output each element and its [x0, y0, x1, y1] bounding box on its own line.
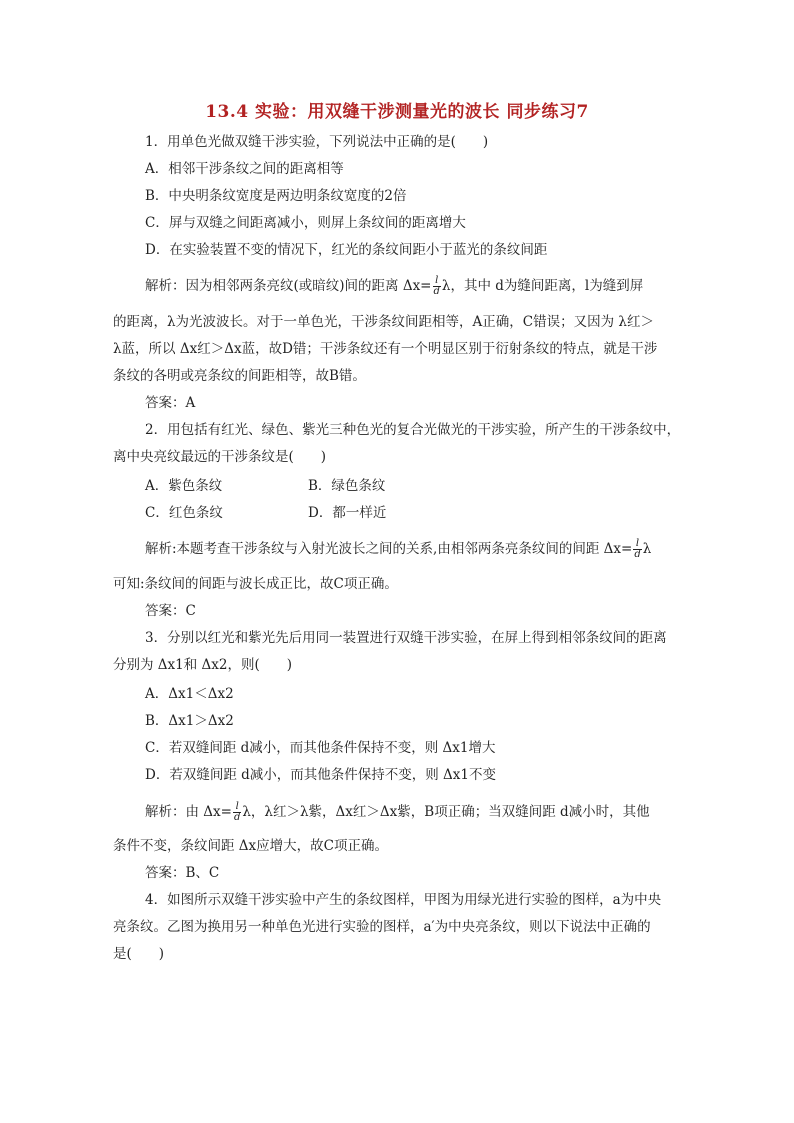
q4-stem-line-1: 4．如图所示双缝干涉实验中产生的条纹图样，甲图为用绿光进行实验的图样，a为中央: [145, 892, 662, 908]
fraction-numerator: l: [433, 276, 441, 287]
fraction-numerator: l: [633, 539, 641, 550]
q1-stem: 1．用单色光做双缝干涉实验，下列说法中正确的是( ): [145, 134, 489, 150]
fraction-numerator: l: [233, 802, 241, 813]
q2-stem-line-1: 2．用包括有红光、绿色、紫光三种色光的复合光做光的干涉实验，所产生的干涉条纹中，: [145, 422, 681, 438]
fraction-l-over-d: [233, 802, 241, 823]
q2-option-a: A．紫色条纹: [145, 478, 223, 494]
fraction-l-over-d: [433, 276, 441, 297]
page-title: 13.4 实验：用双缝干涉测量光的波长 同步练习7: [205, 102, 589, 122]
q2-analysis-text-a: 解析:本题考查干涉条纹与入射光波长之间的关系,由相邻两条亮条纹间的间距 Δx=: [145, 541, 633, 557]
q1-analysis-line-2: 的距离，λ为光波波长。对于一单色光，干涉条纹间距相等，A正确，C错误；又因为 λ红＞: [113, 314, 654, 330]
q1-answer: 答案：A: [145, 395, 196, 411]
q3-stem-line-1: 3．分别以红光和紫光先后用同一装置进行双缝干涉实验，在屏上得到相邻条纹间的距离: [145, 630, 667, 646]
q4-stem-line-2: 亮条纹。乙图为换用另一种单色光进行实验的图样，a′为中央亮条纹，则以下说法中正确的: [113, 919, 651, 935]
q3-option-b: B．Δx1＞Δx2: [145, 713, 234, 729]
q3-option-a: A．Δx1＜Δx2: [145, 686, 234, 702]
q1-analysis-text-a: 解析：因为相邻两条亮纹(或暗纹)间的距离 Δx=: [145, 278, 432, 294]
q3-analysis-line-2: 条件不变，条纹间距 Δx应增大，故C项正确。: [113, 838, 388, 854]
fraction-denominator: d: [634, 549, 641, 560]
fraction-denominator: d: [233, 812, 241, 823]
q1-option-c: C．屏与双缝之间距离减小，则屏上条纹间的距离增大: [145, 215, 466, 231]
q1-option-b: B．中央明条纹宽度是两边明条纹宽度的2倍: [145, 188, 407, 204]
q2-option-d: D．都一样近: [308, 505, 387, 521]
q3-option-c: C．若双缝间距 d减小，而其他条件保持不变，则 Δx1增大: [145, 740, 496, 756]
q1-option-a: A．相邻干涉条纹之间的距离相等: [145, 161, 344, 177]
q1-analysis-line-1: [145, 276, 643, 297]
q2-option-b: B．绿色条纹: [308, 478, 386, 494]
q2-option-c: C．红色条纹: [145, 505, 223, 521]
q1-analysis-text-b: λ，其中 d为缝间距离，l为缝到屏: [441, 278, 644, 294]
q3-analysis-line-1: [145, 802, 650, 823]
q3-analysis-text-b: λ，λ红＞λ紫，Δx红＞Δx紫，B项正确；当双缝间距 d减小时，其他: [242, 804, 650, 820]
q2-analysis-line-2: 可知:条纹间的间距与波长成正比，故C项正确。: [113, 576, 398, 592]
q1-analysis-line-3: λ蓝，所以 Δx红＞Δx蓝，故D错；干涉条纹还有一个明显区别于衍射条纹的特点，就是干涉: [113, 341, 658, 357]
q3-analysis-text-a: 解析：由 Δx=: [145, 804, 232, 820]
q3-stem-line-2: 分别为 Δx1和 Δx2，则( ): [113, 657, 293, 673]
q2-analysis-line-1: [145, 539, 651, 560]
q1-option-d: D．在实验装置不变的情况下，红光的条纹间距小于蓝光的条纹间距: [145, 242, 548, 258]
fraction-denominator: d: [433, 286, 440, 297]
q3-answer: 答案：B、C: [145, 865, 220, 881]
fraction-l-over-d: [633, 539, 641, 560]
q2-analysis-text-b: λ: [642, 541, 652, 557]
q2-stem-line-2: 离中央亮纹最远的干涉条纹是( ): [113, 449, 327, 465]
q2-answer: 答案：C: [145, 603, 196, 619]
q3-option-d: D．若双缝间距 d减小，而其他条件保持不变，则 Δx1不变: [145, 767, 496, 783]
q4-stem-line-3: 是( ): [113, 946, 165, 962]
q1-analysis-line-4: 条纹的各明或亮条纹的间距相等，故B错。: [113, 368, 366, 384]
